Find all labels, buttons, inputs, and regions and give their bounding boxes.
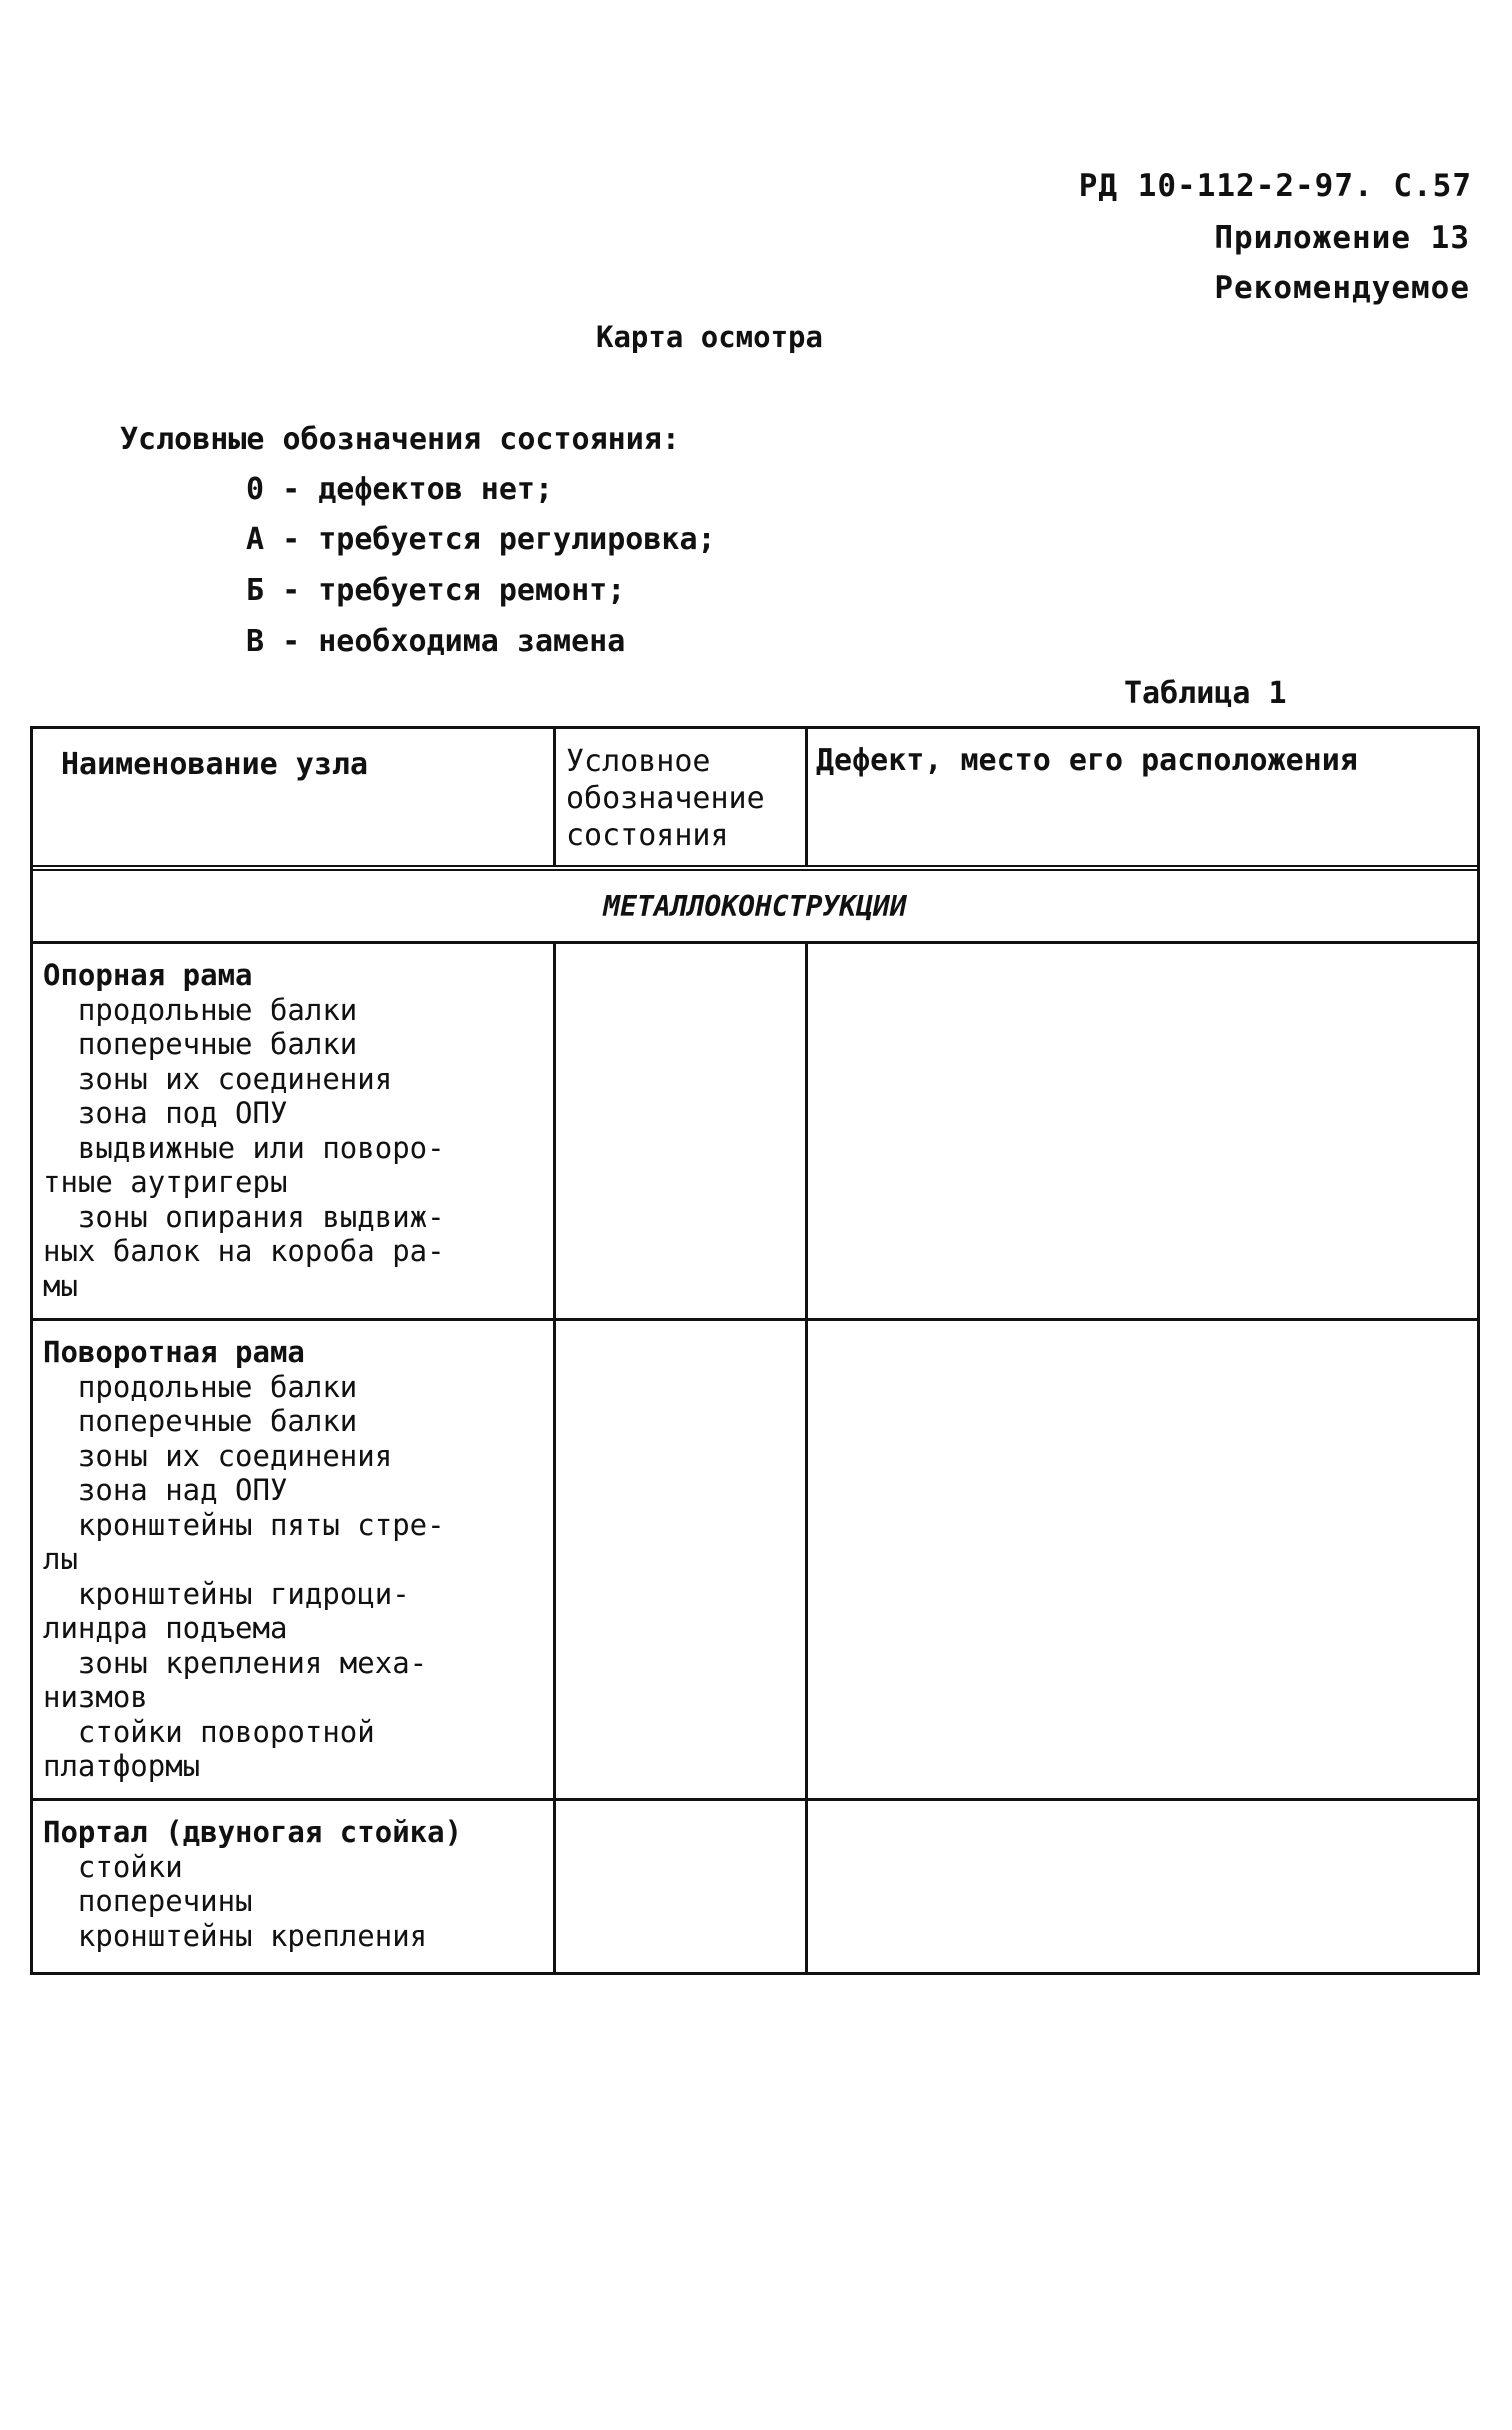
group-title: Опорная рама	[43, 958, 253, 992]
header-cell-name	[33, 729, 556, 865]
legend-intro: Условные обозначения состояния:	[120, 422, 680, 457]
legend-item-b: Б - требуется ремонт;	[246, 573, 626, 608]
section-title: МЕТАЛЛОКОНСТРУКЦИИ	[603, 889, 907, 923]
section-row	[33, 871, 1477, 944]
list-item: платформы	[43, 1749, 201, 1783]
group-content	[33, 944, 553, 1313]
header-cell-defect	[808, 729, 1477, 865]
defect-cell[interactable]	[808, 1801, 1477, 1972]
legend-item-v: В - необходима замена	[246, 624, 626, 659]
name-cell	[33, 944, 556, 1318]
list-item: поперечные балки	[43, 1027, 358, 1061]
designation-cell[interactable]	[556, 1321, 808, 1798]
group-title: Поворотная рама	[43, 1335, 305, 1369]
list-item: стойки поворотной	[43, 1714, 375, 1749]
header-defect: Дефект, место его расположения	[816, 743, 1358, 778]
list-item: зона под ОПУ	[43, 1096, 288, 1130]
list-item: кронштейны крепления	[43, 1918, 428, 1953]
name-cell	[33, 1801, 556, 1972]
appendix-status: Рекомендуемое	[1214, 270, 1470, 306]
table-row	[33, 944, 1477, 1321]
legend-item-a: А - требуется регулировка;	[246, 522, 716, 557]
list-item: кронштейны гидроци-	[43, 1576, 410, 1611]
designation-cell[interactable]	[556, 944, 808, 1318]
legend-item-0: 0 - дефектов нет;	[246, 472, 554, 507]
list-item: поперечины	[43, 1884, 253, 1918]
group-title: Портал (двуногая стойка)	[43, 1815, 463, 1849]
list-item: кронштейны пяты стре-	[43, 1507, 445, 1542]
list-item: продольные балки	[43, 992, 358, 1027]
list-item: линдра подъема	[43, 1611, 288, 1645]
list-item: стойки	[43, 1849, 183, 1884]
group-content	[33, 1801, 553, 1963]
list-item: зоны их соединения	[43, 1438, 393, 1473]
header-designation: Условное обозначение состояния	[566, 744, 765, 853]
defect-cell[interactable]	[808, 1321, 1477, 1798]
table-row	[33, 1321, 1477, 1801]
list-item: зона над ОПУ	[43, 1473, 288, 1507]
list-item: тные аутригеры	[43, 1165, 288, 1199]
list-item: лы	[43, 1542, 78, 1576]
header-cell-designation	[556, 729, 808, 865]
list-item: зоны крепления меха-	[43, 1645, 428, 1680]
name-cell	[33, 1321, 556, 1798]
list-item: низмов	[43, 1680, 148, 1714]
list-item: ных балок на короба ра-	[43, 1234, 445, 1268]
appendix-label: Приложение 13	[1214, 220, 1470, 256]
list-item: зоны опирания выдвиж-	[43, 1199, 445, 1234]
table-header-row	[33, 729, 1477, 871]
list-item: продольные балки	[43, 1369, 358, 1404]
inspection-table	[30, 726, 1480, 1975]
list-item: мы	[43, 1268, 78, 1303]
table-label: Таблица 1	[1124, 676, 1287, 711]
list-item: зоны их соединения	[43, 1061, 393, 1096]
page-title: Карта осмотра	[596, 320, 823, 354]
group-content	[33, 1321, 553, 1794]
designation-cell[interactable]	[556, 1801, 808, 1972]
list-item: поперечные балки	[43, 1404, 358, 1438]
defect-cell[interactable]	[808, 944, 1477, 1318]
document-reference: РД 10-112-2-97. С.57	[1078, 168, 1472, 204]
table-row	[33, 1801, 1477, 1972]
header-name: Наименование узла	[61, 747, 369, 782]
list-item: выдвижные или поворо-	[43, 1130, 445, 1165]
